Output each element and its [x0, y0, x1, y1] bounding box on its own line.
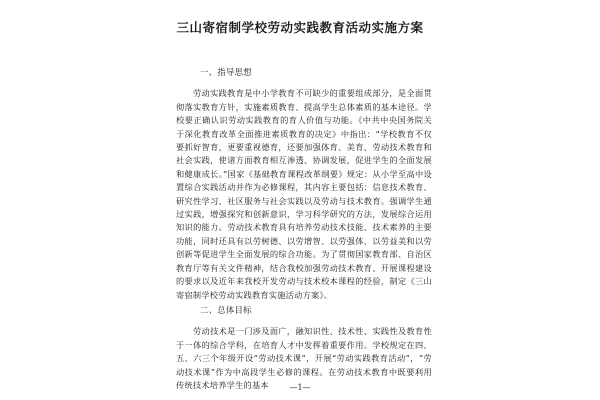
- section-paragraph-overall-goals: 劳动技术是一门涉及面广，融知识性、技术性、实践性及教育性于一体的综合学科，在培育人才中发挥着重要作用。学校规定在四、五、六三个年级开设“劳动技术课”，开展“劳动实践教育活动”，“劳动技术课”作为中高段学生必修的课程。在劳动技术教育中既要利用传统技术培养学生的基本: [176, 326, 432, 390]
- spacer: [176, 79, 432, 87]
- section-heading-overall-goals: 二、总体目标: [200, 304, 252, 315]
- document-body: [176, 66, 432, 392]
- page-number: —1—: [289, 383, 311, 392]
- document-title: 三山寄宿制学校劳动实践教育活动实施方案: [176, 20, 424, 35]
- section-paragraph-guiding-ideology: 劳动实践教育是中小学教育不可缺少的重要组成部分，是全面贯彻落实教育方针，实施素质教育、提高学生总体素质的基本途径。学校要正确认识劳动实践教育的育人价值与功能。《中共中央国务院关于深化教育改革全面推进素质教育的决定》中指出：“学校教育不仅要抓好智育，更要重视德育，还要加强体育、美育、劳动技术教育和社会实践，使诸方面教育相互渗透、协调发展，促进学生的全面发展和健康成长。”国家《基础教育课程改革纲要》规定：从小学至高中设置综合实践活动并作为必修课程，其内容主要包括：信息技术教育、研究性学习、社区服务与社会实践以及劳动与技术教育。强调学生通过实践，增强探究和创新意识，学习科学研究的方法，发展综合运用知识的能力。劳动技术教育具有培养劳动技术技能、技术素养的主要功能，同时还具有以劳树德、以劳增智、以劳强体、以劳益美和以劳创新等促进学生全面发展的综合功能。为了贯彻国家教育部、自治区教育厅等有关文件精神，结合我校加强劳动技术教育、开展课程建设的要求以及近年来我校开发劳动与技术校本课程的经验，制定《三山寄宿制学校劳动实践教育实施活动方案》。: [176, 88, 432, 300]
- section-heading-guiding-ideology: 一、指导思想: [200, 67, 252, 77]
- spacer: [176, 317, 432, 325]
